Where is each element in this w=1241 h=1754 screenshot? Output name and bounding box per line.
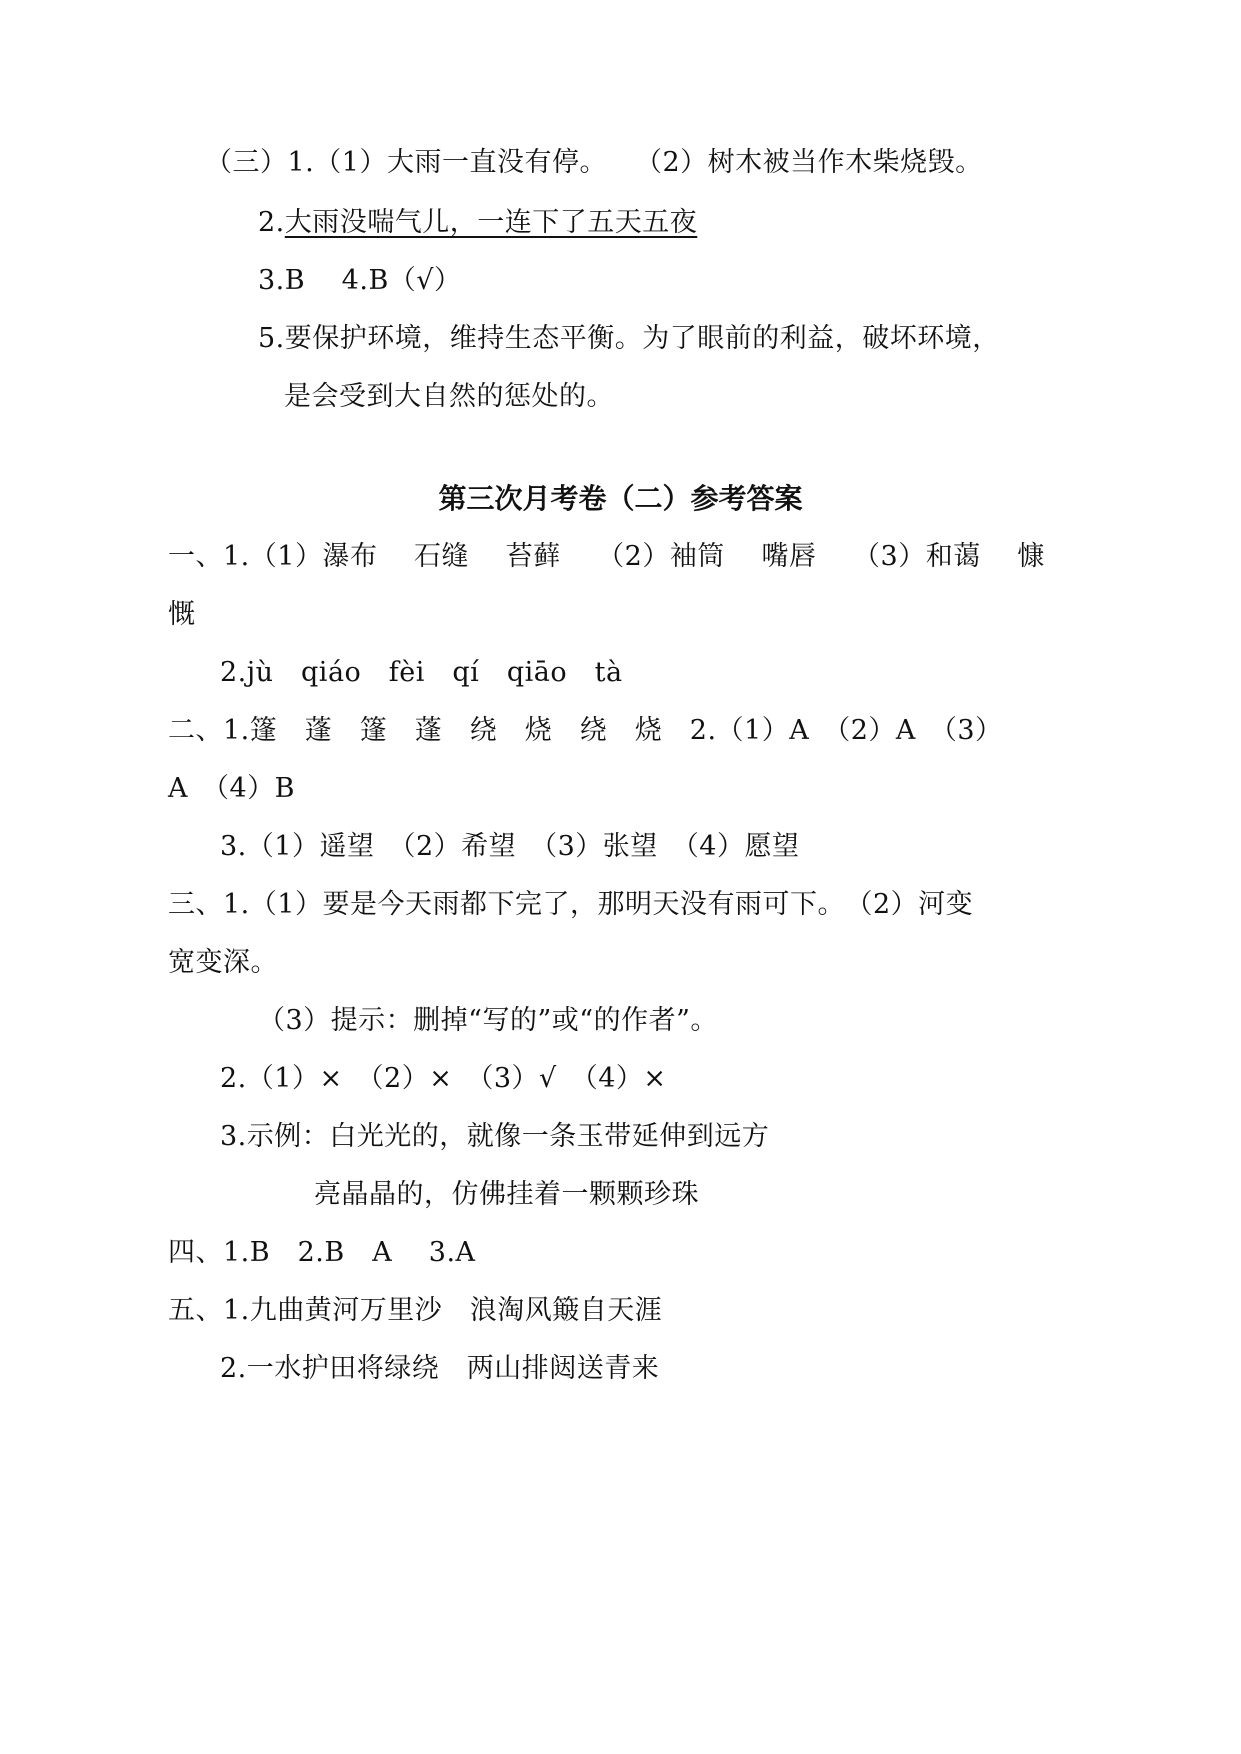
section3-q1-line2: 宽变深。 [168, 947, 278, 978]
part3-q2-number: 2. [258, 207, 285, 238]
section4-line: 四、1.B 2.B A 3.A [168, 1237, 476, 1268]
section2-q3: 3.（1）遥望 （2）希望 （3）张望 （4）愿望 [220, 831, 800, 862]
part3-q5-line2: 是会受到大自然的惩处的。 [284, 381, 614, 412]
part3-q1-answer: （三）1.（1）大雨一直没有停。 （2）树木被当作木柴烧毁。 [205, 147, 983, 178]
part3-q5-line1: 5.要保护环境，维持生态平衡。为了眼前的利益，破坏环境， [258, 323, 1000, 354]
part3-q3-q4-answer: 3.B 4.B（√） [258, 265, 462, 296]
section2-line1: 二、1.篷 蓬 篷 蓬 绕 烧 绕 烧 2.（1）A （2）A （3） [168, 715, 1003, 746]
section3-q3-line1: 3.示例：白光光的，就像一条玉带延伸到远方 [220, 1121, 770, 1152]
section1-q1-line2: 慨 [168, 599, 196, 630]
section5-q2: 2.一水护田将绿绕 两山排闼送青来 [220, 1353, 660, 1384]
section3-q1-line1: 三、1.（1）要是今天雨都下完了，那明天没有雨可下。 （2）河变 [168, 889, 974, 920]
part3-q2-underlined-text: 大雨没喘气儿，一连下了五天五夜 [284, 207, 698, 238]
section3-q2: 2.（1）× （2）× （3）√ （4）× [220, 1063, 667, 1094]
section1-q2-pinyin: 2.jù qiáo fèi qí qiāo tà [220, 657, 623, 688]
part3-q2-answer [258, 205, 697, 241]
section3-q3-line2: 亮晶晶的，仿佛挂着一颗颗珍珠 [314, 1179, 699, 1210]
section1-q1-line1: 一、1.（1）瀑布 石缝 苔藓 （2）袖筒 嘴唇 （3）和蔼 慷 [168, 541, 1045, 572]
section2-line2: A （4）B [168, 773, 296, 804]
section5-q1: 五、1.九曲黄河万里沙 浪淘风簸自天涯 [168, 1295, 663, 1326]
section3-q1-sub3: （3）提示：删掉“写的”或“的作者”。 [258, 1005, 718, 1036]
page-title: 第三次月考卷（二）参考答案 [438, 482, 803, 515]
